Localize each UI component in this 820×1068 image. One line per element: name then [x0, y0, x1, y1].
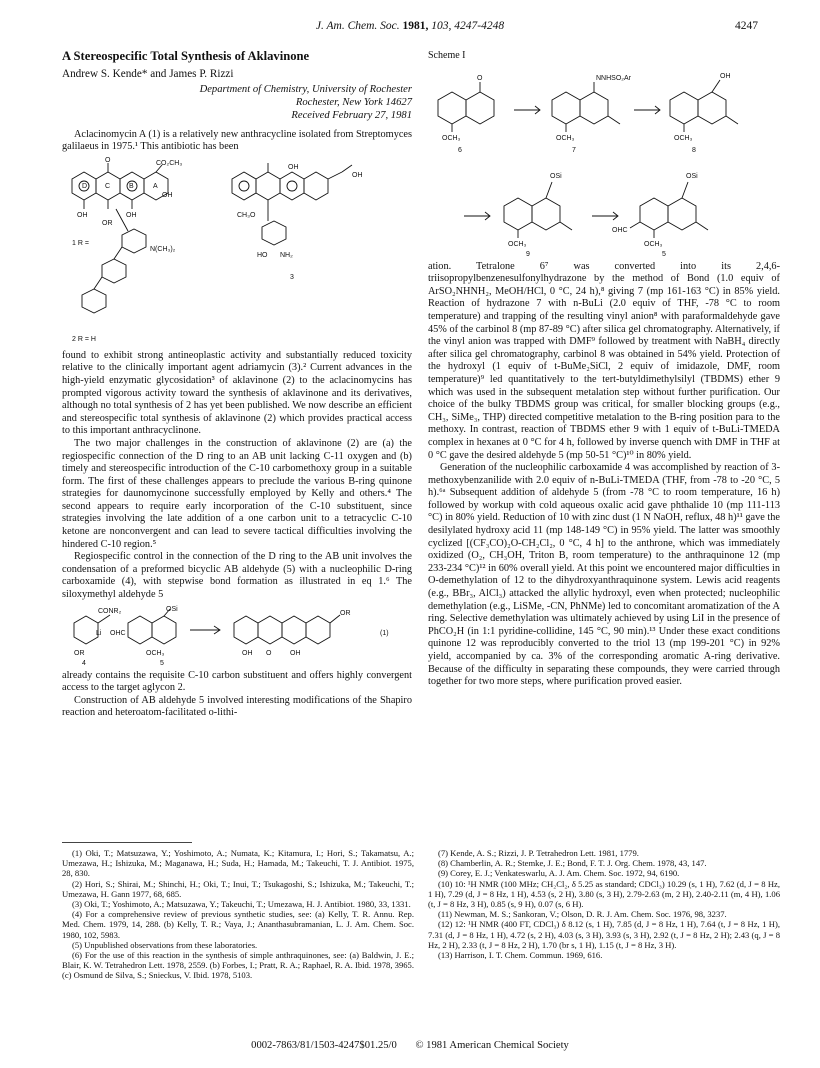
journal-volume: 103, [431, 20, 452, 32]
osi-label-eq: OSi [166, 605, 178, 613]
scheme-och3-7: OCH₃ [556, 134, 575, 142]
footnote-7: (7) Kende, A. S.; Rizzi, J. P. Tetrahedron Lett. 1981, 1779. [438, 848, 639, 858]
o-label-eq: O [266, 649, 272, 657]
oh-label-4: OH [288, 163, 299, 171]
footnote-10: (10) 10: ¹H NMR (100 MHz; CH₂Cl₂, δ 5.25 as standard; CDCl₃) 10.29 (s, 1 H), 7.62 (d, J = 8 Hz, 1 H), 7.29 (d, J = 8 Hz, 1 H), 4.53 (s, 2 H), 3.80 (s, 3 H), 2.79-2.63 (m, 2 H), 2.40-2.11 (m, 4 H), 1.06 (t, J = 8 Hz, 3 H), 0.85 (s, 9 H), 0.07 (s, 6 H). [428, 878, 780, 910]
paragraph-regiospecific: Regiospecific control in the connection of the D ring to the AB unit involves the condensation of a preformed bicyclic AB aldehyde (5) with a nucleophilic D-ring carboxamide (4), with stepwise bond formation as illustrated in eq 1.⁶ The siloxymethyl aldehyde 5 [62, 551, 412, 601]
left-column [62, 50, 412, 720]
scheme-och3-6: OCH₃ [442, 134, 461, 142]
oh-label-5: OH [352, 171, 363, 179]
paragraph-challenges: The two major challenges in the construction of aklavinone (2) are (a) the regiospecific connection of the D ring to an AB unit lacking C-11 oxygen and (b) timely and stereospecific introduction of the C-10 carbomethoxy group in a suitable form. The first of these challenges appears to preclude the various B-ring quinone strategies for daunomycinone successfully employed by Kelly and others.⁴ The second appears to require early incorporation of the C-10 substituent, since strategies involving the late addition of a one carbon unit to a tetracyclic C-10 ketone are nonconvergent and can lead to severe tactical difficulties involving the hindered C-10 region.⁵ [62, 437, 412, 550]
paragraph-construction: Construction of AB aldehyde 5 involved interesting modifications of the Shapiro reaction and heteroatom-facilitated o-lithi- [62, 694, 412, 719]
footnotes-left [62, 848, 414, 981]
or-label-eq-2: OR [340, 609, 351, 617]
or-label: OR [102, 219, 113, 227]
journal-name: J. Am. Chem. Soc. [315, 20, 400, 32]
journal-year: 1981, [402, 20, 429, 32]
page-number: 4247 [735, 20, 758, 32]
footnote-2: (2) Hori, S.; Shirai, M.; Shinchi, H.; Oki, T.; Inui, T.; Tsukagoshi, S.; Ishizuka, M.; Takeuchi, T.; Umezawa, H. Gann 1977, 68, 685. [62, 878, 414, 899]
running-header [0, 20, 820, 32]
oh-label: OH [77, 211, 88, 219]
nch3-label: N(CH₃)₂ [150, 245, 176, 253]
compound-2-label: 2 R = H [72, 335, 96, 343]
footnote-13: (13) Harrison, I. T. Chem. Commun. 1969, 616. [438, 950, 603, 961]
article-code: 0002-7863/81/1503-4247$01.25/0 [251, 1040, 397, 1051]
compound-9-label: 9 [526, 250, 530, 258]
oh-label-3: OH [162, 191, 173, 199]
equation-1-figure [62, 605, 412, 667]
footnote-6: (6) For the use of this reaction in the synthesis of simple anthraquinones, see: (a) Baldwin, J. E.; Blair, K. W. Tetrahedron Lett. 1978, 2559. (b) Forbes, I.; Pratt, R. A.; Raphael, R. A. Ibid. 1978, 3965. (c) Osmund de Silva, S.; Snieckus, V. Ibid. 1978, 5103. [62, 950, 414, 981]
ring-a-label: A [153, 182, 158, 190]
co2ch3-label: CO₂CH₃ [156, 159, 183, 167]
scheme-oh-8: OH [720, 72, 731, 80]
nh2-label: NH₂ [280, 251, 293, 259]
scheme-osi-5: OSi [686, 172, 698, 180]
nnhso2ar-label: NNHSO₂Ar [596, 74, 631, 82]
journal-pages: 4247-4248 [454, 20, 505, 32]
compound-8-label: 8 [692, 146, 696, 154]
affiliation-line-2: Rochester, New York 14627 [295, 96, 412, 108]
footnote-12: (12) 12: ¹H NMR (400 FT, CDCl₃) δ 8.12 (s, 1 H), 7.85 (d, J = 8 Hz, 1 H), 7.64 (t, J = 8 Hz, 1 H), 7.31 (d, J = 8 Hz, 1 H), 4.72 (s, 2 H), 4.03 (s, 3 H), 3.93 (s, 3 H), 2.92 (t, J = 8 Hz, 2 H); 2.43 (q, J = 8 Hz, 2 H), 2.33 (t, J = 8 Hz, 2 H), 1.70 (br s, 1 H), 1.15 (t, J = 8 Hz, 3 H). [428, 919, 780, 950]
scheme-och3-9: OCH₃ [508, 240, 527, 248]
oh-label-eq-2: OH [290, 649, 301, 657]
affiliation-line-1: Department of Chemistry, University of Rochester [199, 84, 412, 96]
ring-d-label: D [82, 182, 88, 190]
footnote-3: (3) Oki, T.; Yoshimoto, A.; Matsuzawa, Y.; Takeuchi, T.; Umezawa, H. J. Antibiot. 1980, 33, 1331. [72, 899, 411, 910]
footnote-9: (9) Corey, E. J.; Venkateswarlu, A. J. Am. Chem. Soc. 1972, 94, 6190. [438, 868, 680, 879]
oh-label-2: OH [126, 211, 137, 219]
footnote-8: (8) Chamberlin, A. R.; Stemke, J. E.; Bond, F. T. J. Org. Chem. 1978, 43, 147. [438, 858, 707, 869]
scheme-1-figure [428, 66, 780, 258]
equation-number: (1) [380, 629, 389, 637]
page-footer [0, 1040, 820, 1051]
footnote-11: (11) Newman, M. S.; Sankoran, V.; Olson, D. R. J. Am. Chem. Soc. 1976, 98, 3237. [438, 909, 727, 920]
paragraph-carboxamide: Generation of the nucleophilic carboxamide 4 was accomplished by reaction of 3-methoxybenzanilide with 2.0 equiv of n-BuLi-TMEDA (THF, from -78 to -20 °C, 5 h).⁶ᵃ Subsequent addition of aldehyde 5 (from -78 °C to room temperature, 16 h) followed by workup with cold aqueous oxalic acid gave phthalide 10 (mp 111-113 °C) in 80% yield. Reduction of 10 with zinc dust (1 N NaOH, reflux, 48 h)¹¹ gave the desilylated hydroxy acid 11 (mp 148-149 °C) in 95% yield. The latter was smoothly cyclized [(CF₃CO)₂O-CH₂Cl₂, 0 °C, 4 h] to the anthrone, which was immediately oxidized (O₂, CH₃OH, Triton B, room temperature) to the anthraquinone 12 (mp 233-234 °C)¹² in 60% overall yield. At this point we encountered major difficulties in O-demethylation of 12 to the dihydroxyanthraquinone system. Lewis acid reagents (e.g., BBr₃, AlCl₃) attacked the allylic hydroxyl, even when protected; nucleophilic demethylation (e.g., LiSMe, -CN, PhNMe) led to concomitant aromatization of the A ring. Selective demethylation was ultimately achieved by using LiI in the presence of PhCO₂H (in 1:1 pyridine-collidine, 145 °C, 90 min).¹³ Under these exact conditions quinone 12 was reproducibly converted to the triol 13 (mp 199-201 °C) in 92% yield, accompanied by ca. 3% of the corresponding aromatic A-ring derivative. Because of the difficulty in separating these compounds, they were carried through together for two more steps, where purification proved easier. [428, 462, 780, 688]
footnote-rule [62, 842, 192, 843]
intro-paragraph: Aclacinomycin A (1) is a relatively new anthracycline isolated from Streptomyces galilaeus in 1975.¹ This antibiotic has been [62, 128, 412, 153]
paragraph-tetralone: ation. Tetralone 6⁷ was converted into its 2,4,6-triisopropylbenzenesulfonylhydrazone by the method of Bond (1.0 equiv of ArSO₂NHNH₂, MeOH/HCl, 0 °C, 24 h),⁸ giving 7 (mp 161-163 °C) in 85% yield. Reaction of hydrazone 7 with n-BuLi (2.0 equiv of THF, -78 °C to room temperature) and trapping of the resulting vinyl anion⁸ with paraformaldehyde gave 45% of the carbinol 8 (mp 87-89 °C) after silica gel chromatography. Alternatively, if the vinyl anion was trapped with DMF⁹ followed by treatment with NaBH₄ directly after silica gel chromatography, carbinol 8 was obtained in 54% yield. Protection of the hydroxyl (1 equiv of t-BuMe₂SiCl, 2 equiv of imidazole, DMF, room temperature)⁹ led quantitatively to the tert-butyldimethylsilyl (TBDMS) ether 9 which was used in the subsequent metalation step without further purification. Our choice of the bulky TBDMS group was critical, for smaller blocking groups (e.g., CH₃, SiMe₃, THP) directed competitive metalation to the B-ring position para to the methoxy. In contrast, reaction of TBDMS ether 9 with 1 equiv of t-BuLi-TMEDA complex in hexanes at 0 °C for 4 h, followed by inverse quench with DMF in THF at 0 °C gave the desired aldehyde 5 (mp 50-51 °C)¹⁰ in 80% yield. [428, 260, 780, 461]
ring-b-label: B [129, 182, 134, 190]
ch3o-label: CH₃O [237, 211, 256, 219]
scheme-och3-8: OCH₃ [674, 134, 693, 142]
compound-6-label: 6 [458, 146, 462, 154]
scheme-title: Scheme I [428, 50, 466, 61]
scheme-ohc-5: OHC [612, 226, 628, 234]
aclacinomycin-structures-figure [62, 157, 412, 347]
footnotes-right [428, 848, 780, 960]
li-label: Li [96, 629, 102, 637]
footnote-4: (4) For a comprehensive review of previous synthetic studies, see: (a) Kelly, T. R. Annu. Rep. Med. Chem. 1979, 14, 288. (b) Kelly, T. R.; Vaya, J.; Ananthasubramanian, L. J. Am. Chem. Soc. 1980, 102, 5983. [62, 909, 414, 940]
article-title: A Stereospecific Total Synthesis of Aklavinone [62, 49, 310, 63]
carbonyl-o-label: O [105, 156, 111, 164]
compound-4-label: 4 [82, 659, 86, 667]
conr2-label: CONR₂ [98, 607, 122, 615]
compound-5b-label: 5 [662, 250, 666, 258]
paragraph-activity: found to exhibit strong antineoplastic activity and substantially reduced toxicity relative to the clinically important agent adriamycin (3).² Current advances in the high-yield enzymatic glycosidation³ of aklavinone (2) to the aclacinomycins has prompted vigorous activity toward the synthesis of aklavinone and its derivatives, although no total synthesis of 2 has yet been published. We now describe an efficient and stereospecific total synthesis of aklavinone (2) which provides practical access to this important anthracyclinone. [62, 349, 412, 437]
or-label-eq: OR [74, 649, 85, 657]
compound-3-label: 3 [290, 273, 294, 281]
scheme-o-label: O [477, 74, 483, 82]
scheme-osi-9: OSi [550, 172, 562, 180]
scheme-och3-5: OCH₃ [644, 240, 663, 248]
copyright: © 1981 American Chemical Society [415, 1040, 569, 1051]
compound-7-label: 7 [572, 146, 576, 154]
footnote-1: (1) Oki, T.; Matsuzawa, Y.; Yoshimoto, A.; Numata, K.; Kitamura, I.; Hori, S.; Takamatsu, A.; Umezawa, H.; Ishizuka, M.; Maganawa, H.; Suda, H.; Hamada, M.; Takeuchi, T. J. Antibiot. 1975, 28, 830. [62, 848, 414, 879]
received-date: Received February 27, 1981 [291, 109, 412, 121]
ho-label: HO [257, 251, 268, 259]
article-authors: Andrew S. Kende* and James P. Rizzi [62, 67, 234, 80]
footnote-5: (5) Unpublished observations from these laboratories. [72, 939, 258, 950]
ohc-label: OHC [110, 629, 126, 637]
paragraph-aglycon: already contains the requisite C-10 carbon substituent and offers highly convergent access to the target aglycon 2. [62, 669, 412, 694]
compound-5-label: 5 [160, 659, 164, 667]
och3-label-eq: OCH₃ [146, 649, 165, 657]
compound-1-label: 1 R = [72, 239, 89, 247]
oh-label-eq: OH [242, 649, 253, 657]
ring-c-label: C [105, 182, 111, 190]
right-column [428, 50, 780, 689]
